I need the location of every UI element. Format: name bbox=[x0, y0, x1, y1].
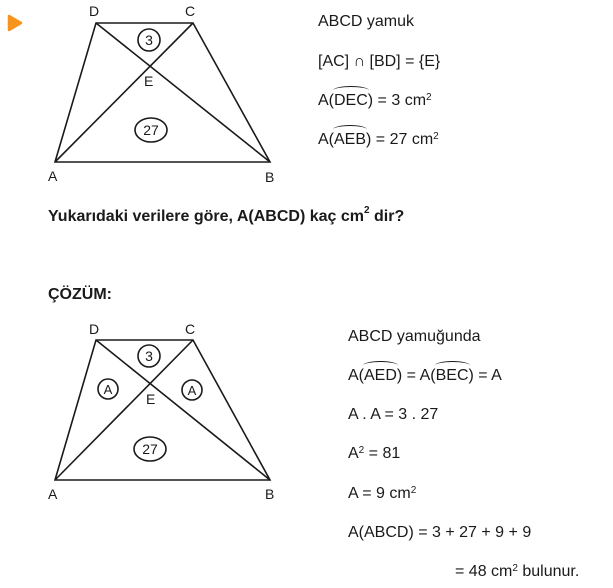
solution-title: ÇÖZÜM: bbox=[48, 286, 112, 303]
vertex-label-b: B bbox=[265, 169, 275, 185]
trapezoid-outline bbox=[55, 23, 270, 162]
area-value-top: 3 bbox=[145, 348, 153, 364]
given-line-3: A(DEC) = 3 $cm^2$ bbox=[318, 92, 432, 109]
diagonal-bd bbox=[96, 23, 270, 162]
arc-segment-dec: DEC bbox=[334, 92, 368, 109]
given-line-1: ABCD yamuk bbox=[318, 13, 415, 30]
vertex-label-e: E bbox=[144, 73, 154, 89]
vertex-label-d: D bbox=[89, 321, 100, 337]
vertex-label-a: A bbox=[48, 486, 58, 502]
play-triangle-icon bbox=[7, 14, 23, 32]
vertex-label-b: B bbox=[265, 486, 275, 502]
solution-line-4: $A^2 = 81$ bbox=[348, 445, 401, 462]
given-line-4: A(AEB) = 27 $cm^2$ bbox=[318, 131, 439, 148]
area-value-bottom: 27 bbox=[142, 441, 158, 457]
solution-line-1: ABCD yamuğunda bbox=[348, 328, 481, 345]
solution-line-2: A(AED) = A(BEC) = A bbox=[348, 367, 502, 384]
trapezoid-figure-2 bbox=[40, 318, 290, 508]
vertex-label-c: C bbox=[185, 3, 196, 19]
area-value-right: A bbox=[187, 383, 197, 398]
diagonal-bd bbox=[96, 340, 270, 480]
vertex-label-e: E bbox=[146, 391, 156, 407]
arc-segment-bec: BEC bbox=[435, 367, 469, 384]
trapezoid-figure-1 bbox=[40, 0, 290, 190]
vertex-label-a: A bbox=[48, 168, 58, 184]
solution-line-5: A = 9 $cm^2$ bbox=[348, 485, 417, 502]
question-text: Yukarıdaki verilere göre, A(ABCD) kaç $cm^2$ dir? bbox=[48, 205, 405, 225]
vertex-label-d: D bbox=[89, 3, 100, 19]
area-value-bottom: 27 bbox=[143, 122, 159, 138]
solution-line-7: = 48 $cm^2$ bulunur. bbox=[455, 563, 580, 580]
trapezoid-outline bbox=[55, 340, 270, 480]
given-line-2: [AC] ∩ [BD] = {E} bbox=[318, 53, 441, 70]
area-value-left: A bbox=[103, 382, 113, 397]
arc-segment-aeb: AEB bbox=[334, 131, 367, 148]
area-value-top: 3 bbox=[145, 32, 153, 48]
solution-line-3: A . A = 3 . 27 bbox=[348, 406, 439, 423]
solution-line-6: A(ABCD) = 3 + 27 + 9 + 9 bbox=[348, 524, 532, 541]
arc-segment-aed: AED bbox=[364, 367, 397, 384]
vertex-label-c: C bbox=[185, 321, 196, 337]
